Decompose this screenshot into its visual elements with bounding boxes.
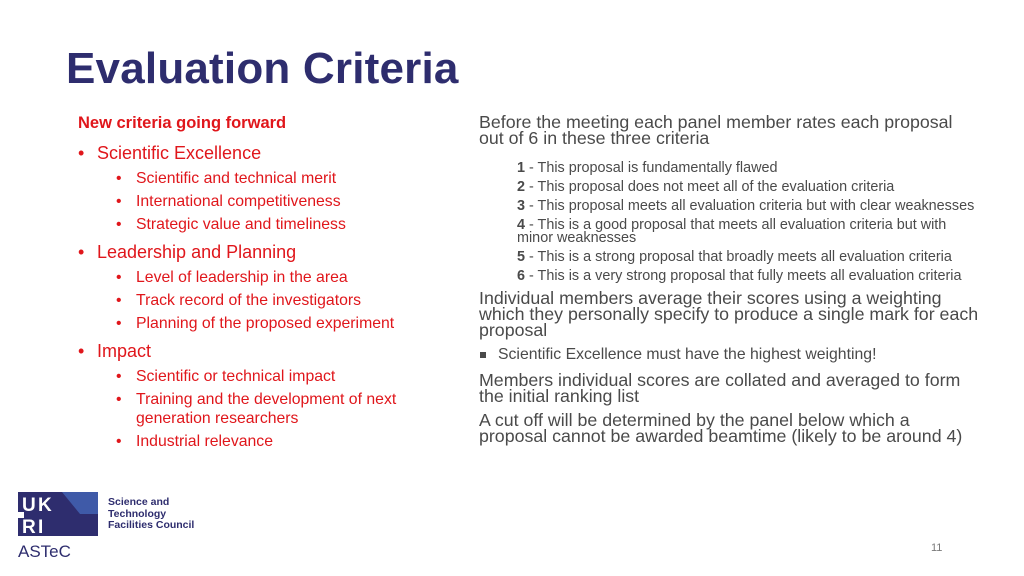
council-name-line: Facilities Council bbox=[108, 519, 195, 531]
score-criterion bbox=[517, 219, 979, 245]
bullet-icon: • bbox=[116, 170, 122, 187]
logo-letters-top: U bbox=[22, 495, 36, 516]
logo-letters-bottom: R bbox=[22, 517, 36, 536]
weighting-bullet bbox=[479, 346, 979, 364]
criteria-item bbox=[78, 192, 458, 211]
criteria-item-label: Scientific and technical merit bbox=[136, 170, 337, 187]
square-bullet-icon bbox=[480, 352, 486, 358]
criteria-item bbox=[78, 432, 458, 451]
criteria-item bbox=[78, 268, 458, 287]
criteria-item bbox=[78, 367, 458, 386]
collate-paragraph: Members individual scores are collated and averaged to form the initial ranking list bbox=[479, 370, 961, 406]
bullet-icon: • bbox=[116, 391, 122, 408]
criteria-item bbox=[78, 390, 458, 428]
process-column bbox=[479, 114, 979, 452]
criteria-item bbox=[78, 169, 458, 188]
criteria-item bbox=[78, 291, 458, 310]
criteria-item-label: Level of leadership in the area bbox=[136, 269, 348, 286]
score-criteria-list bbox=[479, 162, 979, 283]
bullet-icon: • bbox=[78, 242, 85, 262]
bullet-icon: • bbox=[116, 216, 122, 233]
criteria-item-label: Industrial relevance bbox=[136, 433, 273, 450]
council-name-line: Science and bbox=[108, 496, 170, 508]
criteria-item-label: Planning of the proposed experiment bbox=[136, 315, 395, 332]
score-description: - This proposal does not meet all of the evaluation criteria bbox=[525, 179, 895, 195]
score-criterion bbox=[517, 200, 979, 213]
section-title-label: Impact bbox=[97, 341, 152, 361]
criteria-item-label: Track record of the investigators bbox=[136, 292, 362, 309]
section-title bbox=[78, 141, 458, 165]
criteria-section bbox=[78, 240, 458, 333]
bullet-icon: • bbox=[116, 368, 122, 385]
section-title-label: Scientific Excellence bbox=[97, 143, 262, 163]
cutoff-paragraph: A cut off will be determined by the panel below which a proposal cannot be awarded beamtime (likely to be around 4) bbox=[479, 410, 963, 446]
criteria-item-label: International competitiveness bbox=[136, 193, 341, 210]
score-criterion bbox=[517, 162, 979, 175]
weighting-bullet-text: Scientific Excellence must have the highest weighting! bbox=[498, 346, 877, 363]
criteria-item bbox=[78, 215, 458, 234]
criteria-item bbox=[78, 314, 458, 333]
ukri-logo-mark bbox=[18, 492, 98, 536]
score-number: 3 bbox=[517, 198, 526, 214]
section-title-label: Leadership and Planning bbox=[97, 242, 297, 262]
council-name-line: Technology bbox=[108, 507, 167, 520]
score-number: 6 bbox=[517, 268, 526, 284]
score-number: 1 bbox=[517, 160, 526, 176]
score-criterion bbox=[517, 181, 979, 194]
slide-title: Evaluation Criteria bbox=[66, 44, 459, 93]
score-number: 4 bbox=[517, 217, 526, 233]
score-description: - This is a strong proposal that broadly meets all evaluation criteria bbox=[525, 249, 952, 265]
svg-text:I: I bbox=[38, 517, 44, 536]
score-description: - This is a good proposal that meets all evaluation criteria but with minor weaknesses bbox=[517, 217, 947, 246]
score-number: 5 bbox=[517, 249, 526, 265]
criteria-heading: New criteria going forward bbox=[78, 114, 287, 132]
score-description: - This proposal is fundamentally flawed bbox=[525, 160, 778, 176]
bullet-icon: • bbox=[116, 193, 122, 210]
criteria-item-label: Training and the development of next generation researchers bbox=[136, 391, 397, 427]
criteria-item-label: Scientific or technical impact bbox=[136, 368, 336, 385]
criteria-item-label: Strategic value and timeliness bbox=[136, 216, 346, 233]
section-title bbox=[78, 339, 458, 363]
score-criterion bbox=[517, 251, 979, 264]
score-number: 2 bbox=[517, 179, 526, 195]
score-criterion bbox=[517, 270, 979, 283]
criteria-sections bbox=[78, 141, 458, 451]
bullet-icon: • bbox=[78, 143, 85, 163]
score-description: - This is a very strong proposal that fully meets all evaluation criteria bbox=[525, 268, 962, 284]
svg-text:K: K bbox=[38, 495, 52, 516]
section-title bbox=[78, 240, 458, 264]
criteria-section bbox=[78, 339, 458, 451]
intro-paragraph: Before the meeting each panel member rates each proposal out of 6 in these three criteria bbox=[479, 112, 953, 148]
bullet-icon: • bbox=[116, 315, 122, 332]
page-number: 11 bbox=[931, 542, 943, 554]
bullet-icon: • bbox=[78, 341, 85, 361]
council-name bbox=[108, 497, 194, 532]
astec-label: ASTeC bbox=[18, 542, 71, 561]
bullet-icon: • bbox=[116, 433, 122, 450]
criteria-section bbox=[78, 141, 458, 234]
bullet-icon: • bbox=[116, 292, 122, 309]
bullet-icon: • bbox=[116, 269, 122, 286]
criteria-column bbox=[78, 114, 458, 457]
score-description: - This proposal meets all evaluation criteria but with clear weaknesses bbox=[525, 198, 975, 214]
average-paragraph: Individual members average their scores using a weighting which they personally specify to produce a single mark for each proposal bbox=[479, 288, 979, 340]
